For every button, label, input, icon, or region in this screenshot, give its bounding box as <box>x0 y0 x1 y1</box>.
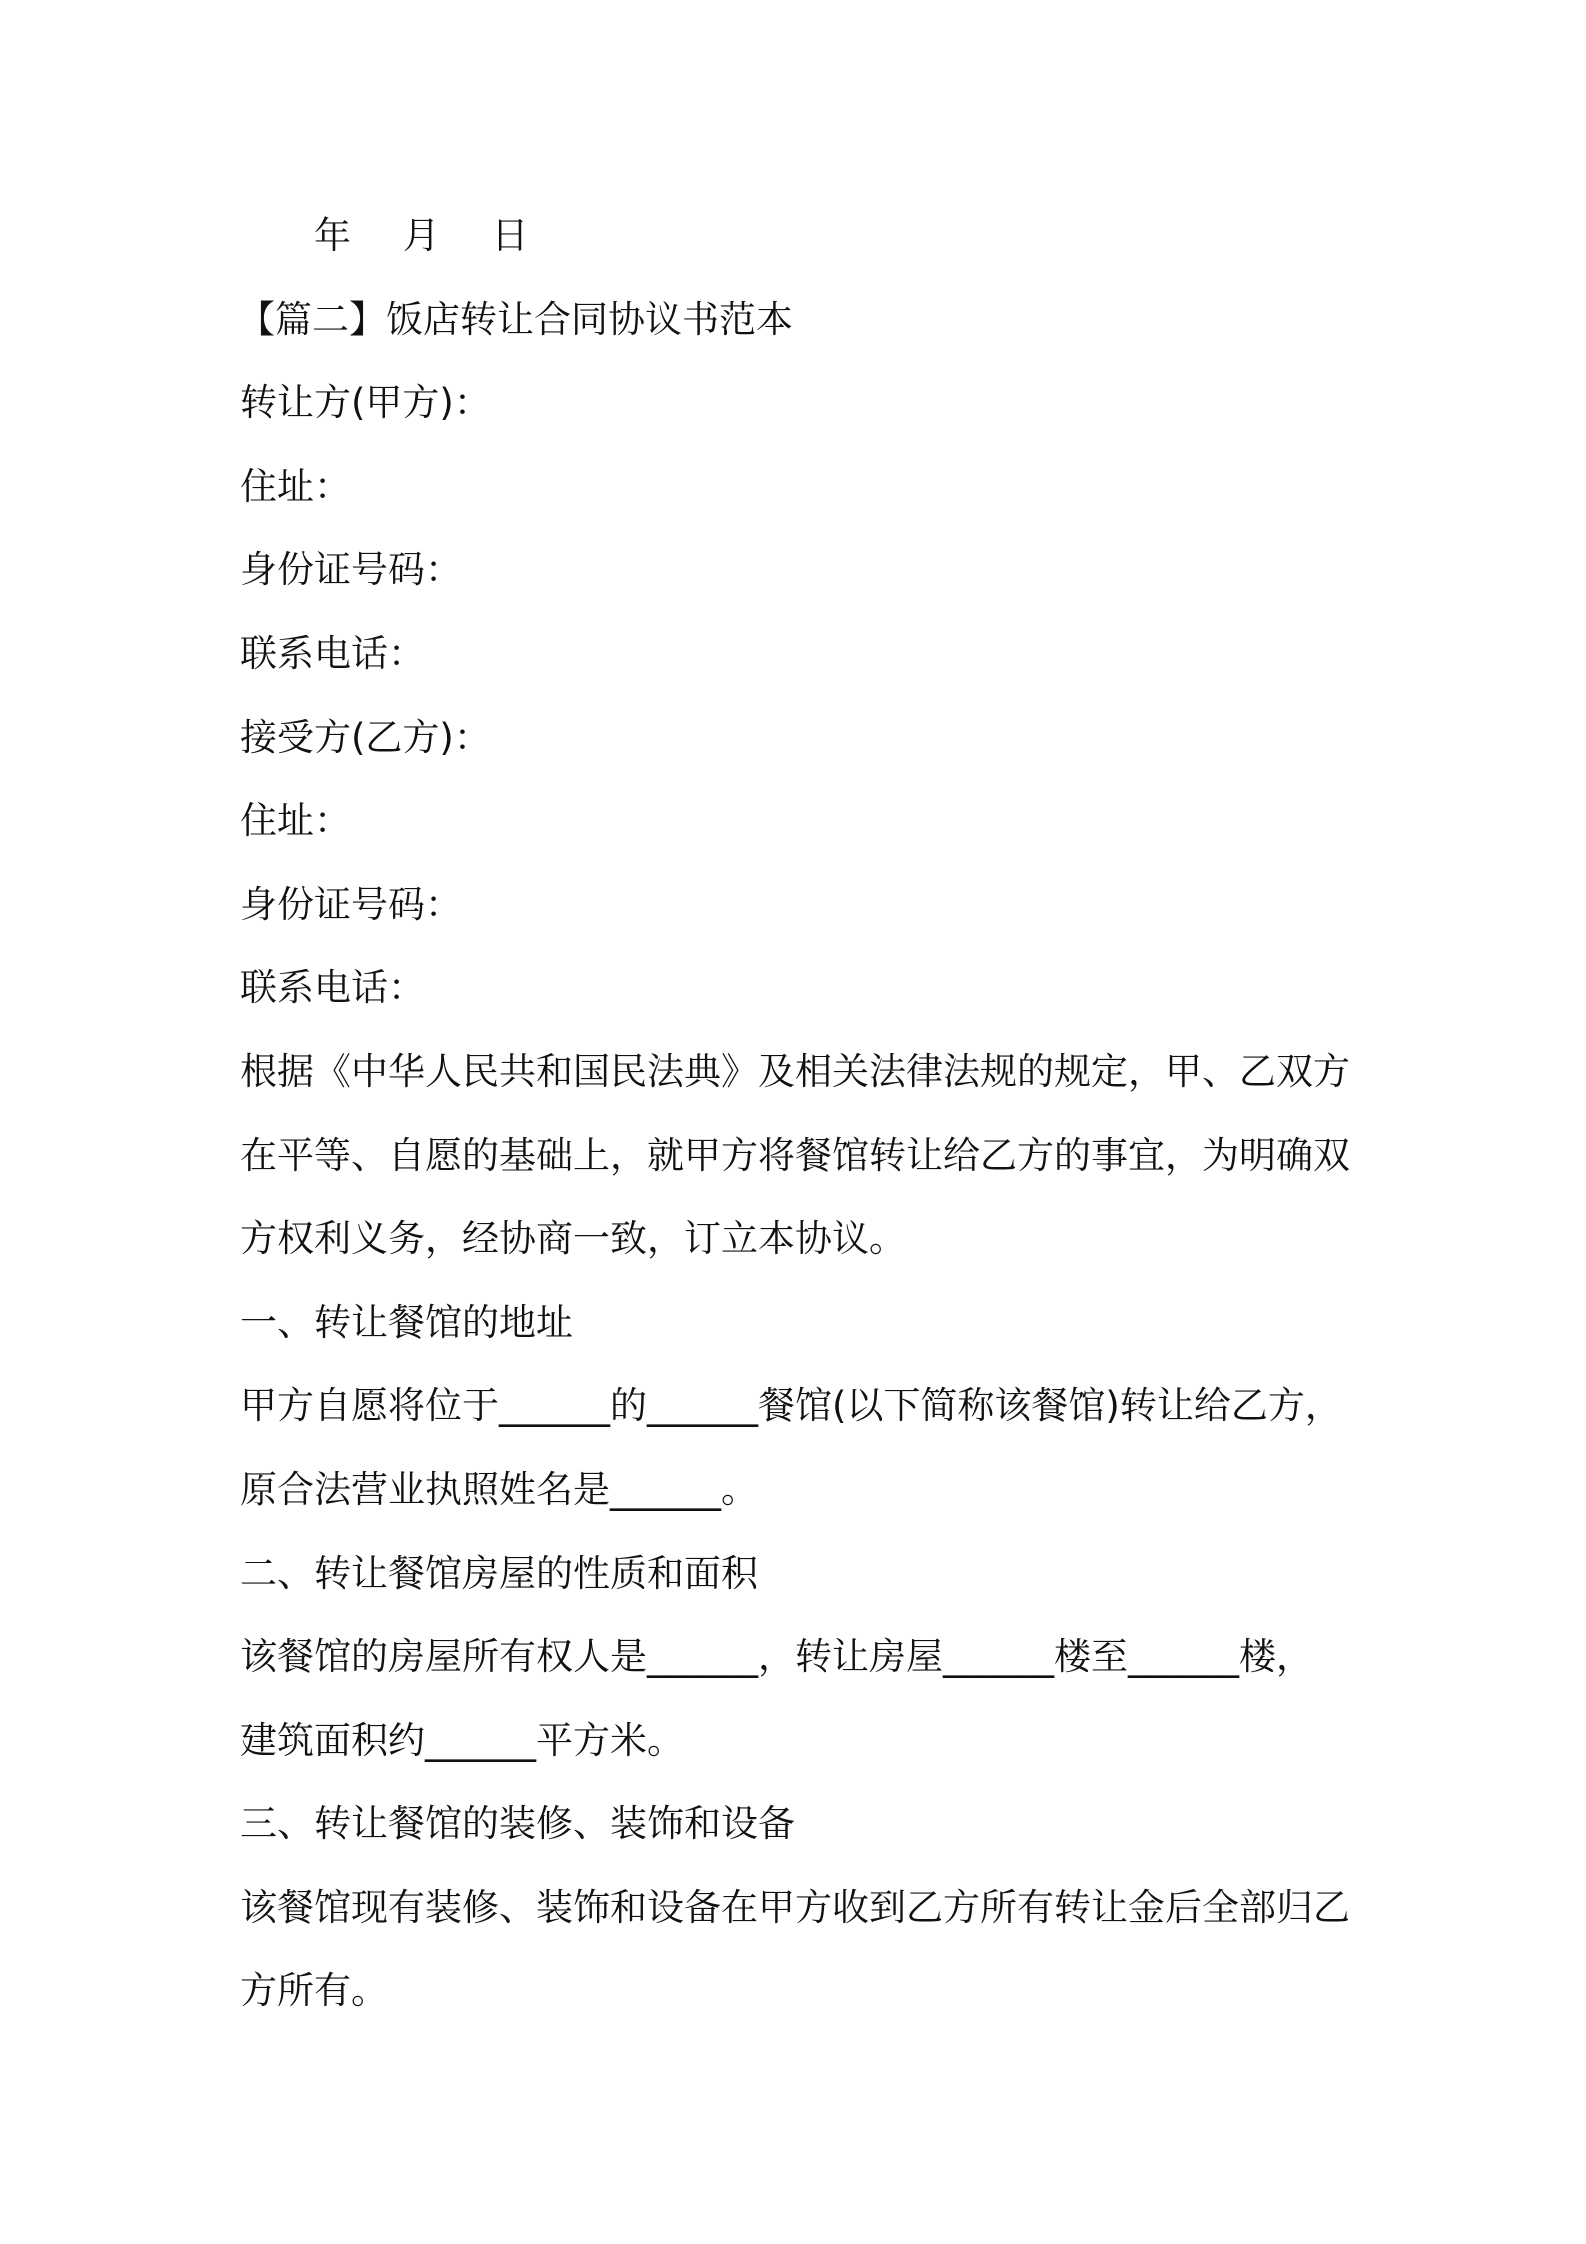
preamble-line: 根据《中华人民共和国民法典》及相关法律法规的规定，甲、乙双方 <box>240 1049 1350 1093</box>
party-b-phone: 联系电话： <box>240 966 425 1010</box>
document-body <box>240 194 1370 2033</box>
party-a-label: 转让方(甲方)： <box>240 381 491 425</box>
document-title: 【篇二】饭店转让合同协议书范本 <box>238 297 793 341</box>
date-line <box>240 194 1370 278</box>
section-1-line: 原合法营业执照姓名是______。 <box>240 1467 758 1511</box>
section-2-line: 该餐馆的房屋所有权人是______，转让房屋______楼至______楼， <box>240 1635 1313 1679</box>
party-b-label: 接受方(乙方)： <box>240 715 491 759</box>
date-month: 月 <box>402 214 440 257</box>
section-3-line: 该餐馆现有装修、装饰和设备在甲方收到乙方所有转让金后全部归乙 <box>240 1885 1350 1929</box>
section-1-line: 甲方自愿将位于______的______餐馆(以下简称该餐馆)转让给乙方， <box>240 1384 1342 1428</box>
party-b-address: 住址： <box>240 799 351 843</box>
party-a-phone: 联系电话： <box>240 631 425 675</box>
section-heading-1: 一、转让餐馆的地址 <box>240 1300 573 1344</box>
section-3-line: 方所有。 <box>240 1969 388 2013</box>
preamble-line: 方权利义务，经协商一致，订立本协议。 <box>240 1217 906 1261</box>
party-b-id-number: 身份证号码： <box>240 882 462 926</box>
preamble-line: 在平等、自愿的基础上，就甲方将餐馆转让给乙方的事宜，为明确双 <box>240 1133 1350 1177</box>
date-day: 日 <box>491 214 529 257</box>
section-heading-2: 二、转让餐馆房屋的性质和面积 <box>240 1551 758 1595</box>
party-a-address: 住址： <box>240 464 351 508</box>
date-year: 年 <box>314 214 351 257</box>
section-2-line: 建筑面积约______平方米。 <box>240 1718 684 1762</box>
section-heading-3: 三、转让餐馆的装修、装饰和设备 <box>240 1802 795 1846</box>
party-a-id-number: 身份证号码： <box>240 548 462 592</box>
